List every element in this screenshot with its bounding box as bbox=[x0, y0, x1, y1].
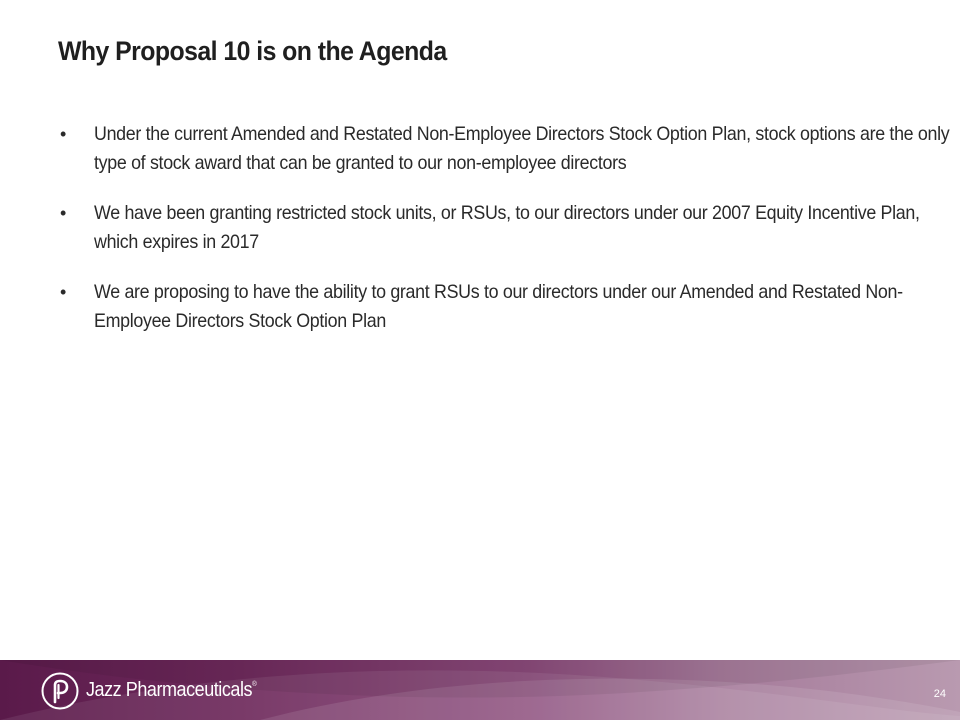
bullet-item bbox=[58, 278, 938, 336]
bullet-marker: • bbox=[60, 203, 66, 223]
bullet-marker: • bbox=[60, 282, 66, 302]
bullet-list bbox=[58, 120, 950, 357]
trademark-symbol: ® bbox=[252, 681, 257, 688]
page-number: 24 bbox=[933, 688, 946, 700]
company-name bbox=[86, 679, 256, 702]
company-name-text: Jazz Pharmaceuticals bbox=[86, 679, 253, 701]
bullet-text: We are proposing to have the ability to grant RSUs to our directors under our Amended and Restated Non-Employee Directors Stock Option Plan bbox=[94, 281, 903, 332]
bullet-marker: • bbox=[60, 124, 66, 144]
bullet-item bbox=[58, 120, 950, 178]
slide-title: Why Proposal 10 is on the Agenda bbox=[58, 36, 447, 66]
bullet-text: We have been granting restricted stock units, or RSUs, to our directors under our 2007 Equity Incentive Plan, which expires in 2017 bbox=[94, 202, 920, 253]
jazz-pharmaceuticals-logo-icon bbox=[41, 672, 79, 710]
bullet-text: Under the current Amended and Restated Non-Employee Directors Stock Option Plan, stock options are the only type of stock award that can be granted to our non-employee directors bbox=[94, 123, 950, 174]
bullet-item bbox=[58, 199, 938, 257]
